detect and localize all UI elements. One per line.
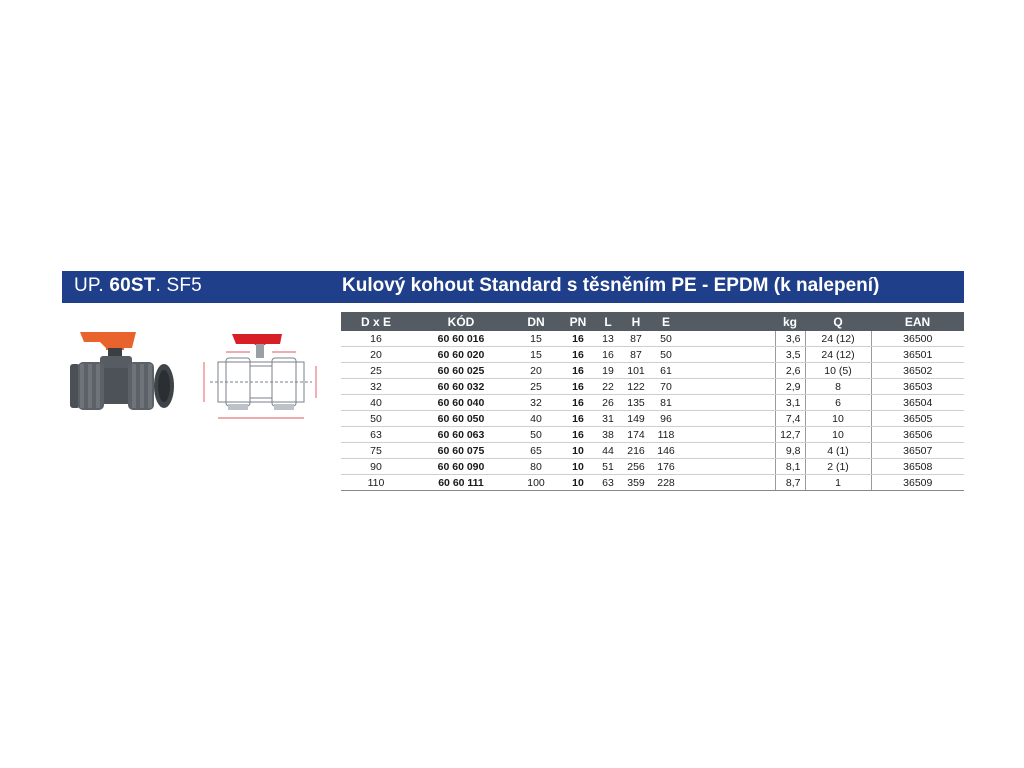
table-cell-gap [681,331,775,347]
table-cell-dxe: 25 [341,363,411,379]
table-cell-kod: 60 60 040 [411,395,511,411]
table-cell-gap [681,363,775,379]
table-cell-e: 176 [651,459,681,475]
table-cell-ean: 36504 [871,395,964,411]
table-cell-dn: 25 [511,379,561,395]
table-cell-dxe: 16 [341,331,411,347]
table-cell-pn: 10 [561,475,595,491]
table-cell-ean: 36509 [871,475,964,491]
code-suffix: . SF5 [155,275,202,296]
table-cell-kod: 60 60 016 [411,331,511,347]
table-cell-l: 51 [595,459,621,475]
table-row [341,459,964,475]
table-cell-e: 228 [651,475,681,491]
table-cell-q: 24 (12) [805,331,871,347]
table-cell-pn: 10 [561,443,595,459]
spec-table [341,312,964,491]
table-cell-pn: 10 [561,459,595,475]
table-cell-kod: 60 60 090 [411,459,511,475]
table-cell-q: 8 [805,379,871,395]
table-cell-ean: 36508 [871,459,964,475]
table-cell-l: 63 [595,475,621,491]
table-cell-q: 4 (1) [805,443,871,459]
table-cell-e: 96 [651,411,681,427]
code-prefix: UP. [74,275,104,296]
table-cell-pn: 16 [561,395,595,411]
table-cell-h: 216 [621,443,651,459]
table-cell-e: 50 [651,347,681,363]
table-cell-ean: 36503 [871,379,964,395]
table-cell-h: 359 [621,475,651,491]
column-header: Q [805,312,871,331]
table-cell-dn: 15 [511,331,561,347]
table-cell-dxe: 50 [341,411,411,427]
table-cell-kg: 2,6 [775,363,805,379]
table-cell-kg: 3,5 [775,347,805,363]
table-row [341,411,964,427]
table-cell-pn: 16 [561,379,595,395]
table-cell-kg: 3,1 [775,395,805,411]
table-cell-gap [681,411,775,427]
table-cell-kod: 60 60 032 [411,379,511,395]
table-cell-e: 81 [651,395,681,411]
table-cell-ean: 36505 [871,411,964,427]
table-cell-q: 6 [805,395,871,411]
column-header: kg [775,312,805,331]
table-cell-h: 87 [621,331,651,347]
table-cell-l: 31 [595,411,621,427]
table-cell-gap [681,395,775,411]
table-cell-e: 61 [651,363,681,379]
table-cell-dn: 15 [511,347,561,363]
table-cell-dxe: 63 [341,427,411,443]
table-row [341,443,964,459]
column-header: E [651,312,681,331]
column-header: PN [561,312,595,331]
table-cell-pn: 16 [561,347,595,363]
table-cell-dn: 100 [511,475,561,491]
table-cell-kod: 60 60 063 [411,427,511,443]
table-cell-dn: 65 [511,443,561,459]
table-cell-pn: 16 [561,427,595,443]
table-cell-kod: 60 60 020 [411,347,511,363]
table-cell-e: 118 [651,427,681,443]
table-cell-gap [681,347,775,363]
table-cell-kg: 8,7 [775,475,805,491]
table-cell-dn: 80 [511,459,561,475]
table-cell-l: 38 [595,427,621,443]
table-cell-kod: 60 60 111 [411,475,511,491]
table-cell-kg: 7,4 [775,411,805,427]
table-cell-gap [681,443,775,459]
table-cell-h: 122 [621,379,651,395]
table-row [341,395,964,411]
table-cell-h: 101 [621,363,651,379]
table-cell-h: 174 [621,427,651,443]
table-cell-dn: 40 [511,411,561,427]
table-cell-pn: 16 [561,331,595,347]
table-cell-gap [681,459,775,475]
table-cell-h: 256 [621,459,651,475]
table-cell-dn: 32 [511,395,561,411]
table-cell-q: 1 [805,475,871,491]
table-header-row [341,312,964,331]
table-cell-q: 10 (5) [805,363,871,379]
column-header: DN [511,312,561,331]
table-cell-dxe: 75 [341,443,411,459]
table-cell-ean: 36506 [871,427,964,443]
table-cell-e: 70 [651,379,681,395]
table-cell-gap [681,427,775,443]
column-header: KÓD [411,312,511,331]
table-row [341,347,964,363]
table-cell-h: 87 [621,347,651,363]
table-cell-pn: 16 [561,411,595,427]
column-header: EAN [871,312,964,331]
table-row [341,363,964,379]
column-header: H [621,312,651,331]
table-cell-e: 146 [651,443,681,459]
table-cell-gap [681,379,775,395]
table-cell-ean: 36500 [871,331,964,347]
table-cell-l: 22 [595,379,621,395]
table-cell-l: 44 [595,443,621,459]
header-banner [62,271,964,303]
column-header [681,312,775,331]
table-cell-ean: 36501 [871,347,964,363]
table-cell-q: 2 (1) [805,459,871,475]
table-cell-kg: 8,1 [775,459,805,475]
table-cell-kod: 60 60 025 [411,363,511,379]
column-header: D x E [341,312,411,331]
table-cell-dxe: 90 [341,459,411,475]
column-header: L [595,312,621,331]
table-cell-kg: 3,6 [775,331,805,347]
table-cell-l: 26 [595,395,621,411]
table-cell-dn: 50 [511,427,561,443]
table-row [341,427,964,443]
table-cell-e: 50 [651,331,681,347]
table-cell-ean: 36502 [871,363,964,379]
table-cell-l: 16 [595,347,621,363]
product-title: Kulový kohout Standard s těsněním PE - EPDM (k nalepení) [342,275,880,296]
table-cell-l: 19 [595,363,621,379]
table-cell-kg: 9,8 [775,443,805,459]
code-bold: 60ST [109,275,156,296]
table-cell-q: 10 [805,411,871,427]
table-cell-dxe: 32 [341,379,411,395]
table-cell-gap [681,475,775,491]
product-code [74,275,202,297]
table-row [341,475,964,491]
table-cell-h: 135 [621,395,651,411]
table-cell-dxe: 40 [341,395,411,411]
table-cell-kod: 60 60 075 [411,443,511,459]
table-cell-q: 24 (12) [805,347,871,363]
table-row [341,379,964,395]
table-row [341,331,964,347]
table-body [341,331,964,491]
table-cell-q: 10 [805,427,871,443]
table-cell-pn: 16 [561,363,595,379]
table-cell-ean: 36507 [871,443,964,459]
table-cell-dn: 20 [511,363,561,379]
table-cell-dxe: 20 [341,347,411,363]
table-cell-dxe: 110 [341,475,411,491]
table-cell-l: 13 [595,331,621,347]
valve-technical-drawing [196,322,326,426]
table-cell-kg: 12,7 [775,427,805,443]
table-cell-kg: 2,9 [775,379,805,395]
table-cell-kod: 60 60 050 [411,411,511,427]
valve-photo [66,322,178,420]
table-cell-h: 149 [621,411,651,427]
